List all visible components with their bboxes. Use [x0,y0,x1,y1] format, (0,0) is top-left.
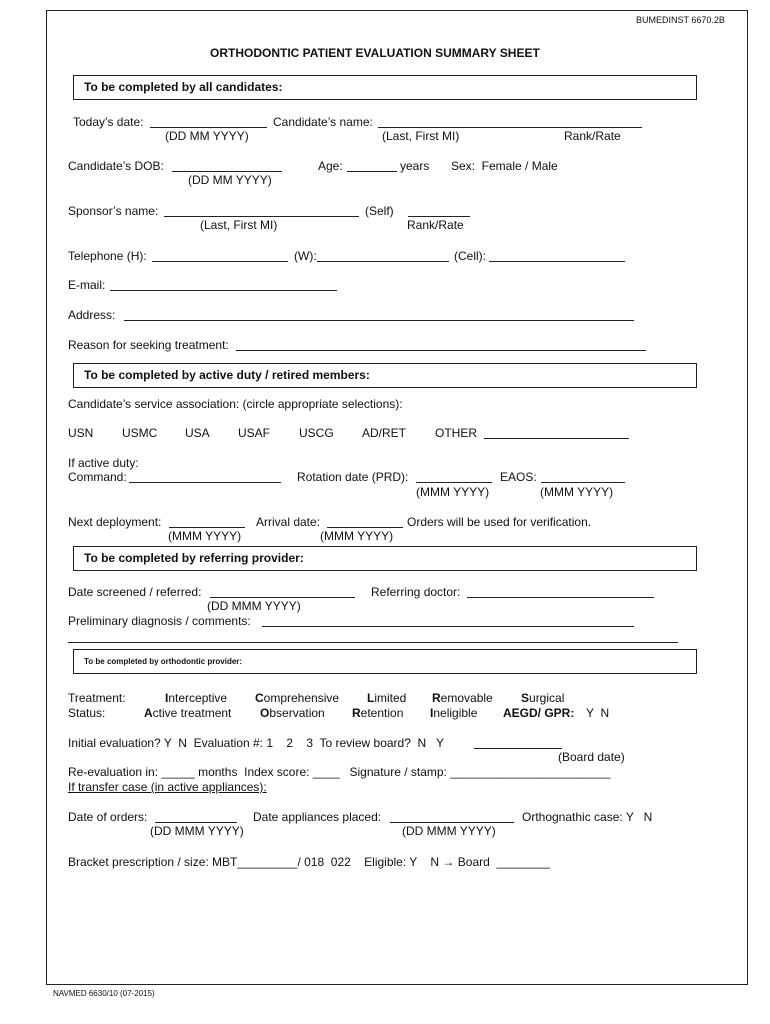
date-orders-hint: (DD MMM YYYY) [150,824,244,838]
section-duty-heading: To be completed by active duty / retired members: [73,363,697,388]
form-title: ORTHODONTIC PATIENT EVALUATION SUMMARY SHEET [210,46,540,60]
section-ref-heading: To be completed by referring provider: [73,546,697,571]
board-date-hint: (Board date) [558,750,625,764]
tel-home-label: Telephone (H): [68,249,147,263]
opt-ineligible[interactable]: Ineligible [430,706,478,720]
date-screened-field[interactable] [210,597,355,598]
service-usa[interactable]: USA [185,426,210,440]
sponsor-hint: (Last, First MI) [200,218,278,232]
self-label: (Self) [365,204,394,218]
form-id: NAVMED 6630/10 (07-2015) [53,989,155,998]
rotation-label: Rotation date (PRD): [297,470,409,484]
tel-cell-field[interactable] [489,261,625,262]
opt-retention[interactable]: Retention [352,706,404,720]
next-deploy-hint: (MMM YYYY) [168,529,242,543]
name-hint: (Last, First MI) [382,129,460,143]
service-other[interactable]: OTHER [435,426,477,440]
bracket-line: Bracket prescription / size: MBT_________/ 018 022 Eligible: Y N → Board ________ [68,855,550,869]
section-ortho-heading: To be completed by orthodontic provider: [73,649,697,674]
date-screened-label: Date screened / referred: [68,585,202,599]
opt-limited[interactable]: Limited [367,691,407,705]
ref-doctor-field[interactable] [467,597,654,598]
reason-label: Reason for seeking treatment: [68,338,229,352]
orders-note: Orders will be used for verification. [407,515,592,529]
sponsor-label: Sponsor’s name: [68,204,159,218]
arrival-label: Arrival date: [256,515,321,529]
opt-surgical[interactable]: Surgical [521,691,565,705]
years-label: years [400,159,430,173]
todays-date-label: Today’s date: [73,115,144,129]
form-frame [46,10,748,985]
opt-removable[interactable]: Removable [432,691,493,705]
eaos-field[interactable] [541,482,625,483]
date-orders-field[interactable] [155,822,237,823]
prelim-field[interactable] [262,626,634,627]
service-adret[interactable]: AD/RET [362,426,407,440]
todays-date-field[interactable] [150,127,267,128]
address-label: Address: [68,308,116,322]
arrival-field[interactable] [327,527,403,528]
aegd-yn[interactable]: Y N [586,706,610,720]
aegd-label: AEGD/ GPR: [503,706,575,720]
prelim-label: Preliminary diagnosis / comments: [68,614,251,628]
candidate-name-field[interactable] [378,127,642,128]
service-usn[interactable]: USN [68,426,94,440]
date-orders-label: Date of orders: [68,810,148,824]
tel-home-field[interactable] [152,261,288,262]
dob-hint: (DD MM YYYY) [188,173,272,187]
if-active-label: If active duty: [68,456,139,470]
tel-work-field[interactable] [317,261,449,262]
age-field[interactable] [347,171,397,172]
email-field[interactable] [110,290,337,291]
opt-interceptive[interactable]: Interceptive [165,691,228,705]
service-uscg[interactable]: USCG [299,426,334,440]
board-date-field[interactable] [474,748,562,749]
sponsor-rank-field[interactable] [408,216,470,217]
candidate-name-label: Candidate’s name: [273,115,373,129]
command-field[interactable] [129,482,281,483]
rotation-field[interactable] [416,482,492,483]
eaos-hint: (MMM YYYY) [540,485,614,499]
rotation-hint: (MMM YYYY) [416,485,490,499]
service-usaf[interactable]: USAF [238,426,271,440]
age-label: Age: [318,159,343,173]
email-label: E-mail: [68,278,106,292]
next-deploy-label: Next deployment: [68,515,162,529]
eaos-label: EAOS: [500,470,537,484]
transfer-label: If transfer case (in active appliances): [68,780,267,794]
orthognathic-label: Orthognathic case: Y N [522,810,653,824]
dob-field[interactable] [172,171,282,172]
doc-id: BUMEDINST 6670.2B [636,15,725,25]
opt-observation[interactable]: Observation [260,706,325,720]
reeval-line: Re-evaluation in: _____ months Index score: ____ Signature / stamp: ________________________ [68,765,611,779]
sex-label: Sex: Female / Male [451,159,558,173]
service-assoc-label: Candidate’s service association: (circle appropriate selections): [68,397,403,411]
date-placed-field[interactable] [390,822,514,823]
date-hint: (DD MM YYYY) [165,129,249,143]
date-placed-label: Date appliances placed: [253,810,382,824]
initial-eval-line: Initial evaluation? Y N Evaluation #: 1 2 3 To review board? N Y [68,736,445,750]
status-label: Status: [68,706,106,720]
date-placed-hint: (DD MMM YYYY) [402,824,496,838]
sponsor-field[interactable] [164,216,359,217]
sponsor-rank-hint: Rank/Rate [407,218,464,232]
date-screened-hint: (DD MMM YYYY) [207,599,301,613]
opt-comprehensive[interactable]: Comprehensive [255,691,340,705]
arrival-hint: (MMM YYYY) [320,529,394,543]
dob-label: Candidate’s DOB: [68,159,164,173]
next-deploy-field[interactable] [169,527,245,528]
service-other-field[interactable] [484,438,629,439]
command-label: Command: [68,470,127,484]
section-all-heading: To be completed by all candidates: [73,75,697,100]
reason-field[interactable] [236,350,646,351]
address-field[interactable] [124,320,634,321]
tel-work-label: (W): [294,249,317,263]
rank-rate-hint: Rank/Rate [564,129,621,143]
prelim-field-2[interactable] [68,642,678,643]
tel-cell-label: (Cell): [454,249,486,263]
ref-doctor-label: Referring doctor: [371,585,461,599]
service-usmc[interactable]: USMC [122,426,158,440]
treatment-label: Treatment: [68,691,126,705]
opt-active[interactable]: Active treatment [144,706,232,720]
